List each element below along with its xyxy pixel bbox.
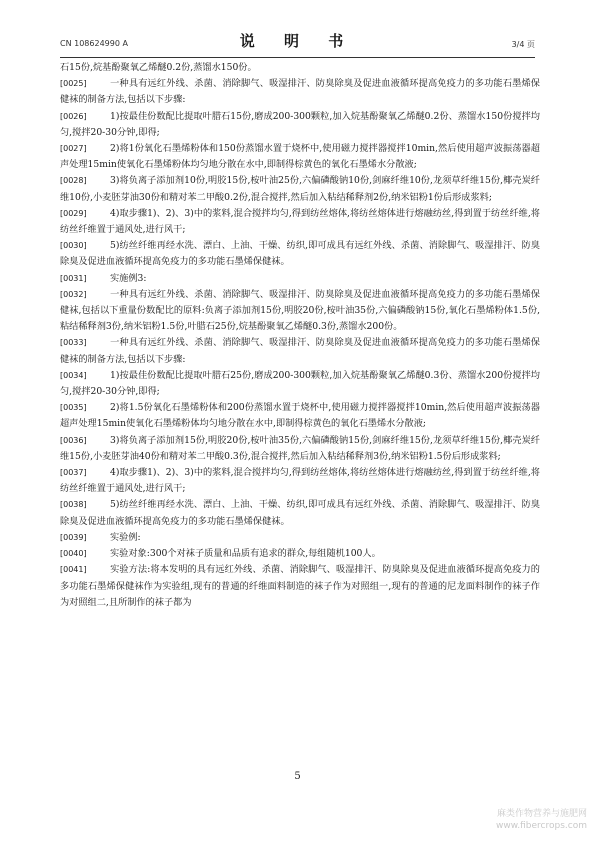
- site-watermark: [496, 808, 587, 832]
- paragraph-number: [0030]: [60, 241, 87, 251]
- header-divider: [60, 57, 535, 58]
- paragraph-number: [0041]: [60, 565, 87, 575]
- paragraph-number: [0026]: [60, 111, 87, 121]
- paragraph-number: [0040]: [60, 549, 87, 559]
- paragraph-text: 1)按最佳份数配比提取叶腊石25份,磨成200-300颗粒,加入烷基酚聚氧乙烯醚0.3份、蒸馏水200份搅拌均匀,搅拌20-30分钟,即得;: [60, 369, 540, 398]
- watermark-name: 麻类作物营养与施肥网: [496, 809, 587, 819]
- paragraph-number: [0027]: [60, 144, 87, 154]
- paragraph-text: 实验例:: [110, 531, 141, 543]
- paragraph-number: [0034]: [60, 370, 87, 380]
- paragraph-text: 1)按最佳份数配比提取叶腊石15份,磨成200-300颗粒,加入烷基酚聚氧乙烯醚0.2份、蒸馏水150份搅拌均匀,搅拌20-30分钟,即得;: [60, 110, 540, 138]
- paragraph-text: 实施例3:: [110, 272, 147, 284]
- paragraph-text: 一种具有远红外线、杀菌、消除脚气、吸湿排汗、防臭除臭及促进血液循环提高免疫力的多功能石墨烯保健袜的制备方法,包括以下步骤:: [60, 78, 540, 106]
- paragraph-number: [0031]: [60, 273, 87, 283]
- paragraph: [60, 60, 540, 76]
- paragraph: [60, 368, 540, 400]
- paragraph-text: 4)取步骤1)、2)、3)中的浆料,混合搅拌均匀,得到纺丝熔体,将纺丝熔体进行熔融纺丝,得到置于纺丝纤维,将纺丝纤维置于通风处,进行风干;: [60, 207, 540, 236]
- paragraph-number: [0038]: [60, 500, 87, 510]
- paragraph-number: [0033]: [60, 338, 87, 348]
- paragraph: [60, 238, 540, 270]
- paragraph-number: [0028]: [60, 176, 87, 186]
- paragraph-number: [0036]: [60, 435, 87, 445]
- document-body: [60, 60, 540, 611]
- paragraph-number: [0037]: [60, 468, 87, 478]
- paragraph: [60, 546, 540, 562]
- paragraph-text: 一种具有远红外线、杀菌、消除脚气、吸湿排汗、防臭除臭及促进血液循环提高免疫力的多功能石墨烯保健袜,包括以下重量份数配比的原料:负离子添加剂15份,明胶20份,桉叶油35份,六偏磷酸钠15份,氧化石墨烯粉体1.5份,粘结稀释剂3份,纳米铝粉1.5份,叶腊石25份,烷基酚聚氧乙烯醚0.3份,蒸馏水200份。: [60, 288, 540, 333]
- paragraph-number: [0025]: [60, 79, 87, 89]
- watermark-url: www.fibercrops.com: [496, 821, 587, 831]
- paragraph: [60, 562, 540, 611]
- paragraph-text: 2)将1.5份氧化石墨烯粉体和200份蒸馏水置于烧杯中,使用磁力搅拌器搅拌10min,然后使用超声波振荡器超声处理15min使氧化石墨烯粉体均匀地分散在水中,即制得棕黄色的氧化石墨烯水分散液;: [60, 402, 540, 430]
- paragraph-number: [0039]: [60, 532, 87, 542]
- paragraph-text: 4)取步骤1)、2)、3)中的浆料,混合搅拌均匀,得到纺丝熔体,将纺丝熔体进行熔融纺丝,得到置于纺丝纤维,将纺丝纤维置于通风处,进行风干;: [60, 467, 540, 495]
- paragraph-text: 实验方法:将本发明的具有远红外线、杀菌、消除脚气、吸湿排汗、防臭除臭及促进血液循环提高免疫力的多功能石墨烯保健袜作为实验组,现有的普通的纤维面料制造的袜子作为对照组一,现有的普通的尼龙面料制作的袜子作为对照组二,且所制作的袜子都为: [60, 564, 540, 608]
- paragraph: [60, 76, 540, 108]
- paragraph-text: 实验对象:300个对袜子质量和品质有追求的群众,每组随机100人。: [110, 548, 381, 560]
- paragraph: [60, 173, 540, 205]
- paragraph-text: 一种具有远红外线、杀菌、消除脚气、吸湿排汗、防臭除臭及促进血液循环提高免疫力的多功能石墨烯保健袜的制备方法,包括以下步骤:: [60, 337, 540, 365]
- paragraph: [60, 109, 540, 141]
- document-title: 说 明 书: [239, 32, 356, 50]
- paragraph: [60, 141, 540, 173]
- paragraph: [60, 271, 540, 287]
- patent-number: CN 108624990 A: [60, 39, 128, 48]
- page-indicator: 3/4 页: [511, 40, 535, 49]
- paragraph: [60, 530, 540, 546]
- paragraph-text: 5)纺丝纤维再经水洗、漂白、上油、干燥、纺织,即可成具有远红外线、杀菌、消除脚气、吸湿排汗、防臭除臭及促进血液循环提高免疫力的多功能石墨烯保健袜。: [60, 240, 540, 268]
- paragraph: [60, 497, 540, 529]
- paragraph-number: [0032]: [60, 289, 87, 299]
- page-header: [60, 30, 535, 54]
- paragraph: [60, 287, 540, 336]
- paragraph: [60, 465, 540, 497]
- paragraph: [60, 400, 540, 432]
- paragraph: [60, 433, 540, 465]
- paragraph-text: 5)纺丝纤维再经水洗、漂白、上油、干燥、纺织,即可成具有远红外线、杀菌、消除脚气、吸湿排汗、防臭除臭及促进血液循环提高免疫力的多功能石墨烯保健袜。: [60, 499, 540, 527]
- paragraph-text: 石15份,烷基酚聚氧乙烯醚0.2份,蒸馏水150份。: [60, 62, 257, 73]
- paragraph-text: 3)将负离子添加剂15份,明胶20份,桉叶油35份,六偏磷酸钠15份,剑麻纤维15份,龙须草纤维15份,椰壳炭纤维15份,小麦胚芽油40份和精对苯二甲酸0.3份,混合搅拌,然后加入粘结稀释剂3份,纳米铝粉1.5份后形成浆料;: [60, 434, 540, 462]
- paragraph: [60, 335, 540, 367]
- paragraph: [60, 206, 540, 238]
- page-number: 5: [294, 771, 301, 782]
- paragraph-number: [0035]: [60, 403, 87, 413]
- paragraph-number: [0029]: [60, 208, 87, 218]
- paragraph-text: 2)将1份氧化石墨烯粉体和150份蒸馏水置于烧杯中,使用磁力搅拌器搅拌10min,然后使用超声波振荡器超声处理15min使氧化石墨烯粉体均匀地分散在水中,即制得棕黄色的氧化石墨烯水分散液;: [60, 143, 540, 171]
- paragraph-text: 3)将负离子添加剂10份,明胶15份,桉叶油25份,六偏磷酸钠10份,剑麻纤维10份,龙须草纤维15份,椰壳炭纤维10份,小麦胚芽油30份和精对苯二甲酸0.2份,混合搅拌,然后加入粘结稀释剂2份,纳米铝粉1份后形成浆料;: [60, 175, 540, 203]
